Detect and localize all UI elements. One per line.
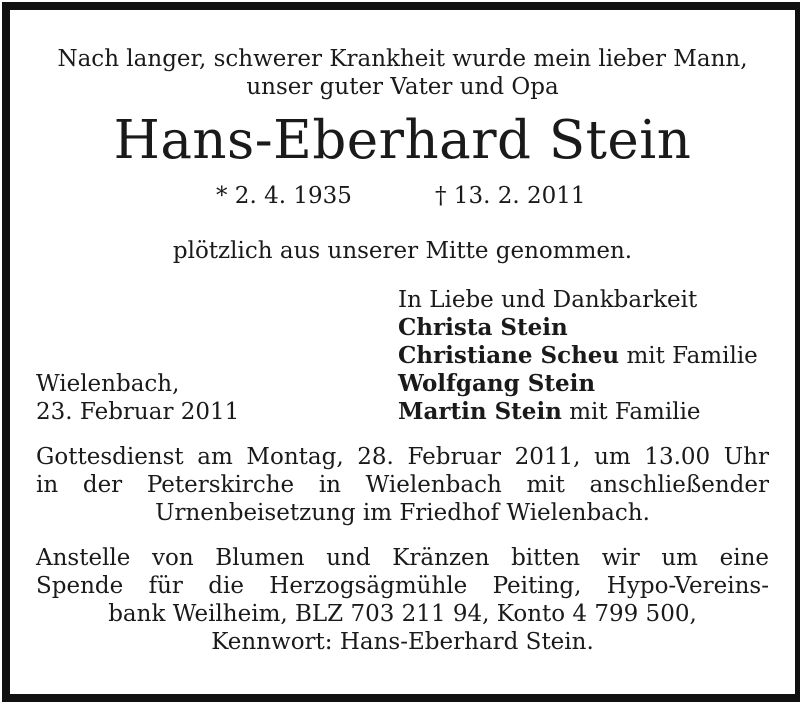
mourner-name: Martin Stein xyxy=(398,398,562,425)
donation-line-3: bank Weilheim, BLZ 703 211 94, Konto 4 799 500, xyxy=(108,601,697,627)
deceased-name: Hans-Eberhard Stein xyxy=(113,110,692,171)
death-date: † 13. 2. 2011 xyxy=(435,183,586,209)
mourner-entry xyxy=(398,398,701,426)
mourner-suffix: mit Familie xyxy=(619,343,758,369)
service-line-1: Gottesdienst am Montag, 28. Februar 2011, um 13.00 Uhr xyxy=(36,444,769,470)
mourner-name: Christa Stein xyxy=(398,314,568,341)
service-line-2: in der Peterskirche in Wielenbach mit anschließender xyxy=(36,472,769,498)
mourner-entry xyxy=(398,314,568,342)
mourners-heading: In Liebe und Dankbarkeit xyxy=(398,287,698,313)
intro-line-2: unser guter Vater und Opa xyxy=(246,74,559,100)
obituary-border xyxy=(2,2,800,702)
intro-line-1: Nach langer, schwerer Krankheit wurde mein lieber Mann, xyxy=(57,46,748,72)
place: Wielenbach, xyxy=(36,371,180,397)
donation-line-1: Anstelle von Blumen und Kränzen bitten wir um eine xyxy=(36,545,769,571)
mourner-entry xyxy=(398,342,758,370)
mourner-name: Wolfgang Stein xyxy=(398,370,596,397)
obituary-notice xyxy=(10,10,795,694)
service-line-3: Urnenbeisetzung im Friedhof Wielenbach. xyxy=(155,500,650,526)
mourner-suffix: mit Familie xyxy=(561,399,701,425)
donation-line-4: Kennwort: Hans-Eberhard Stein. xyxy=(211,629,594,655)
birth-date: * 2. 4. 1935 xyxy=(216,183,352,209)
donation-line-2: Spende für die Herzogsägmühle Peiting, Hypo-Vereins- xyxy=(36,573,769,599)
taken-phrase: plötzlich aus unserer Mitte genommen. xyxy=(172,238,633,264)
date: 23. Februar 2011 xyxy=(36,399,240,425)
mourner-name: Christiane Scheu xyxy=(398,342,620,369)
mourner-entry xyxy=(398,370,595,398)
